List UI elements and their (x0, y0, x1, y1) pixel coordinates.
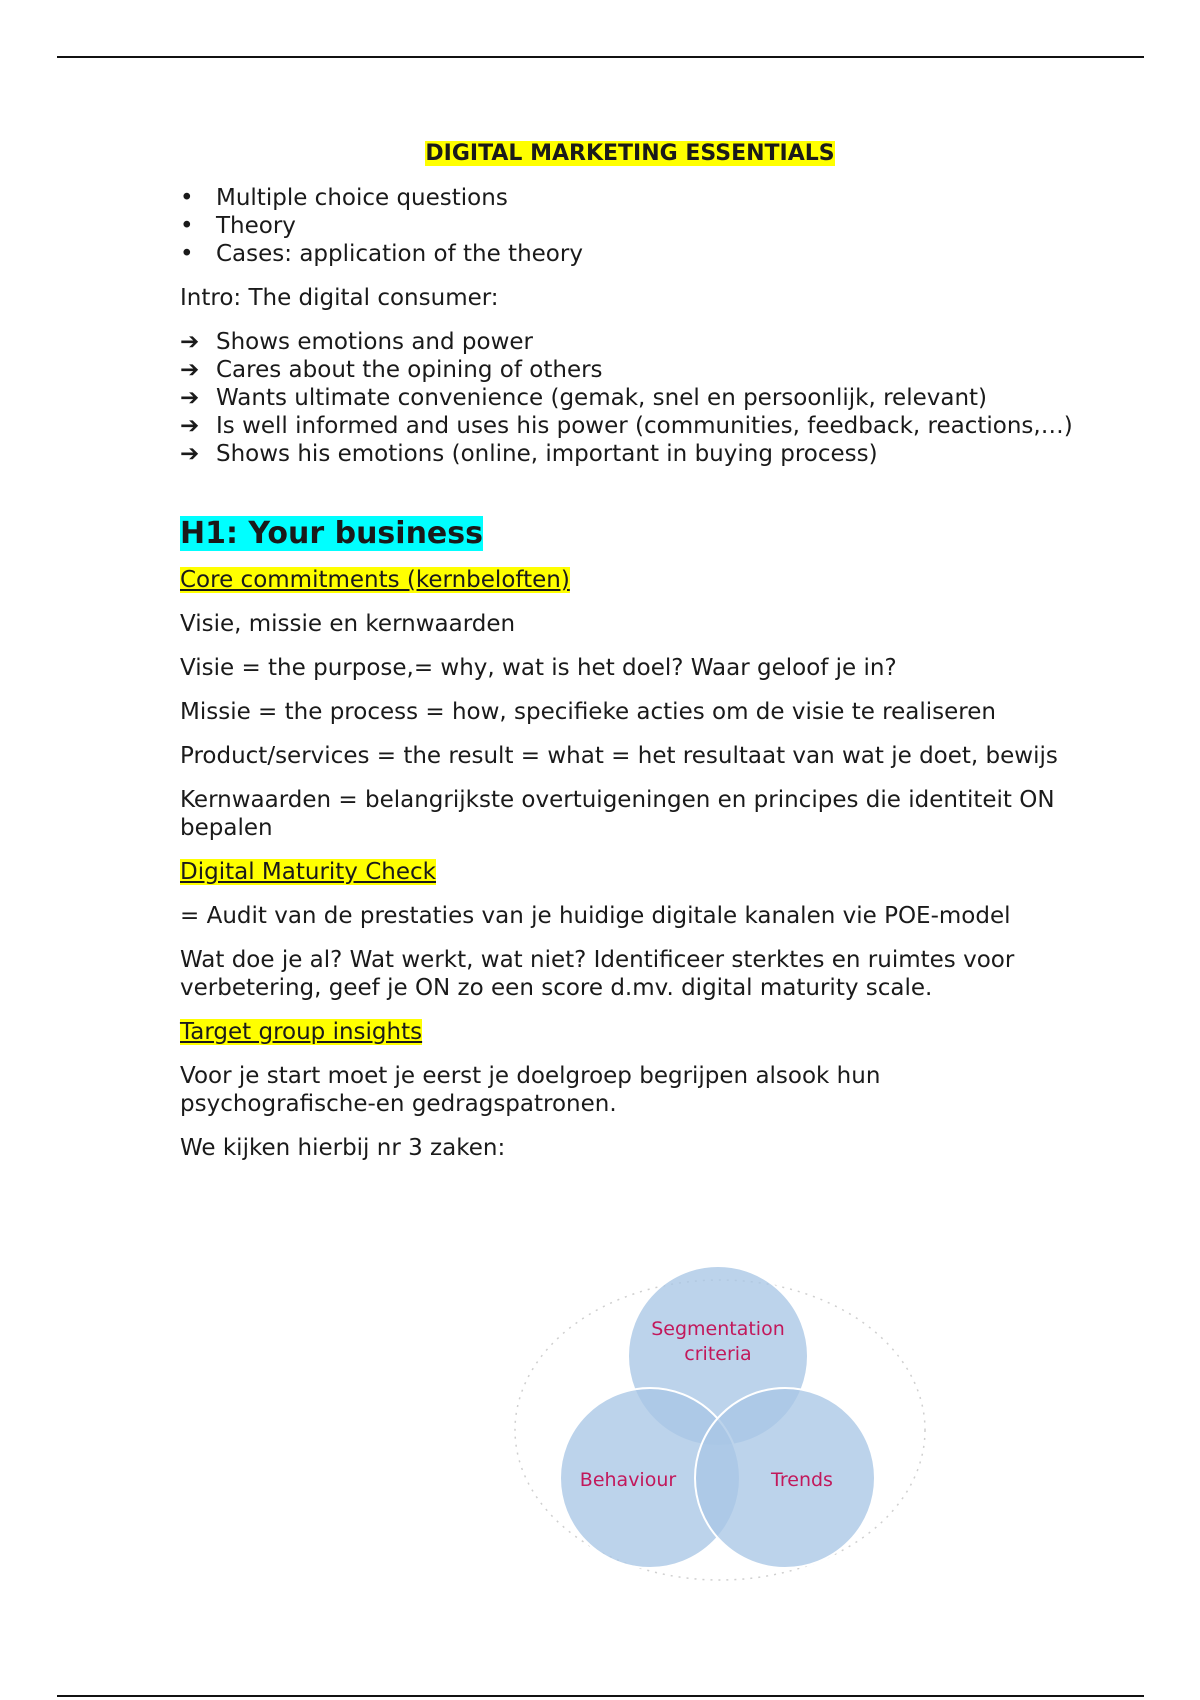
venn-label-behaviour: Behaviour (579, 1469, 677, 1491)
paragraph: Wat doe je al? Wat werkt, wat niet? Identificeer sterktes en ruimtes voor verbetering, geef je ON zo een score d.mv. digital maturity scale. (180, 947, 1015, 1001)
list-item: • Theory (180, 212, 1080, 240)
list-item: • Multiple choice questions (180, 184, 1080, 212)
paragraph: Visie = the purpose,= why, wat is het doel? Waar geloof je in? (180, 655, 897, 681)
arrow-icon: ➔ (180, 441, 200, 467)
paragraph: = Audit van de prestaties van je huidige digitale kanalen vie POE-model (180, 903, 1011, 929)
venn-label-trends: Trends (771, 1469, 833, 1491)
document-body (180, 140, 1080, 1178)
paragraph: Voor je start moet je eerst je doelgroep begrijpen alsook hun psychografische-en gedragspatronen. (180, 1063, 881, 1117)
bottom-rule (57, 1695, 1144, 1697)
arrow-icon: ➔ (180, 329, 200, 355)
venn-label-top-line1: Segmentation (651, 1318, 785, 1340)
arrow-icon: ➔ (180, 357, 200, 383)
paragraph: We kijken hierbij nr 3 zaken: (180, 1135, 506, 1161)
paragraph: Visie, missie en kernwaarden (180, 611, 516, 637)
subheading-target-group: Target group insights (180, 1019, 423, 1045)
list-item: ➔ Shows emotions and power (180, 329, 534, 355)
paragraph: Missie = the process = how, specifieke acties om de visie te realiseren (180, 699, 996, 725)
top-rule (57, 56, 1144, 58)
list-item: ➔ Cares about the opining of others (180, 357, 603, 383)
arrow-icon: ➔ (180, 413, 200, 439)
intro-text: Intro: The digital consumer: (180, 285, 499, 311)
bullet-list (180, 184, 1080, 268)
list-item: ➔ Is well informed and uses his power (communities, feedback, reactions,…) (180, 413, 1073, 439)
paragraph: Kernwaarden = belangrijkste overtuigeningen en principes die identiteit ON bepalen (180, 787, 1055, 841)
subheading-digital-maturity: Digital Maturity Check (180, 859, 436, 885)
paragraph: Product/services = the result = what = het resultaat van wat je doet, bewijs (180, 743, 1058, 769)
list-item: • Cases: application of the theory (180, 240, 1080, 268)
venn-label-top-line2: criteria (684, 1343, 752, 1365)
arrow-list (180, 328, 1080, 468)
section-heading: H1: Your business (180, 516, 483, 551)
list-item: ➔ Wants ultimate convenience (gemak, snel en persoonlijk, relevant) (180, 385, 988, 411)
document-title: DIGITAL MARKETING ESSENTIALS (425, 141, 835, 166)
list-item: ➔ Shows his emotions (online, important in buying process) (180, 441, 878, 467)
subheading-core-commitments: Core commitments (kernbeloften) (180, 567, 570, 593)
venn-diagram (500, 1250, 940, 1590)
arrow-icon: ➔ (180, 385, 200, 411)
